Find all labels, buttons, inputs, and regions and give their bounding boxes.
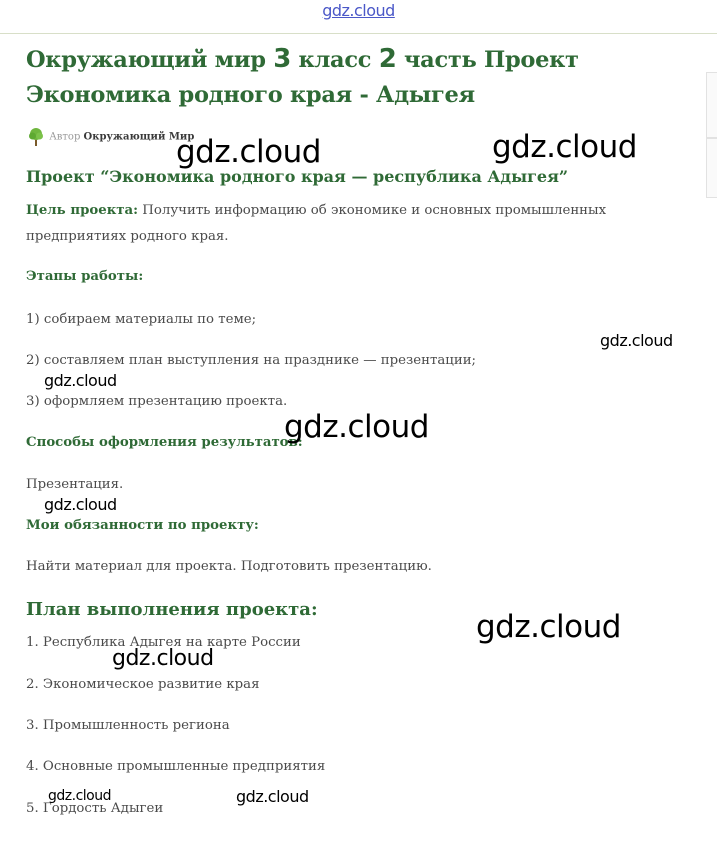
side-tab-top[interactable] (706, 72, 717, 138)
stage-item-1: 1) собираем материалы по теме; (26, 312, 257, 327)
results-heading: Способы оформления результатов: (26, 435, 303, 450)
watermark: gdz.cloud (48, 788, 111, 804)
watermark: gdz.cloud (236, 787, 309, 806)
goal-label: Цель проекта: (26, 203, 139, 218)
watermark: gdz.cloud (600, 331, 673, 350)
title-grade-number: 3 (273, 44, 292, 74)
author-line (26, 127, 194, 147)
plan-item-1: 1. Республика Адыгея на карте России (26, 635, 301, 650)
author-prefix: Автор (49, 131, 81, 143)
goal-paragraph (26, 198, 666, 250)
site-logo-link[interactable]: gdz.cloud (322, 1, 395, 20)
watermark: gdz.cloud (44, 495, 117, 514)
results-text: Презентация. (26, 477, 124, 492)
page-title (26, 42, 706, 113)
title-line2: Экономика родного края - Адыгея (26, 82, 475, 108)
plan-item-4: 4. Основные промышленные предприятия (26, 759, 326, 774)
duties-text: Найти материал для проекта. Подготовить презентацию. (26, 559, 432, 574)
stages-heading: Этапы работы: (26, 269, 144, 284)
watermark: gdz.cloud (476, 609, 621, 645)
title-part-number: 2 (378, 44, 397, 74)
stage-item-2: 2) составляем план выступления на празднике — презентации; (26, 353, 477, 368)
watermark: gdz.cloud (492, 129, 637, 165)
stage-item-3: 3) оформляем презентацию проекта. (26, 394, 288, 409)
title-part2: класс (291, 47, 379, 73)
project-heading: Проект “Экономика родного края — республика Адыгея” (26, 167, 569, 186)
site-header (0, 0, 717, 34)
author-name[interactable]: Окружающий Мир (83, 131, 195, 143)
duties-heading: Мои обязанности по проекту: (26, 518, 259, 533)
watermark: gdz.cloud (284, 409, 429, 445)
goal-text: Получить информацию об экономике и основных промышленных предприятиях родного края. (26, 203, 607, 244)
plan-item-2: 2. Экономическое развитие края (26, 677, 260, 692)
watermark: gdz.cloud (44, 371, 117, 390)
watermark: gdz.cloud (176, 134, 321, 170)
title-part3: часть Проект (396, 47, 579, 73)
side-tab-bottom[interactable] (706, 138, 717, 198)
watermark: gdz.cloud (112, 646, 214, 671)
plan-heading: План выполнения проекта: (26, 599, 318, 620)
title-part1: Окружающий мир (26, 47, 274, 73)
plan-item-5: 5. Гордость Адыгеи (26, 801, 164, 816)
tree-icon (26, 127, 46, 147)
plan-item-3: 3. Промышленность региона (26, 718, 230, 733)
